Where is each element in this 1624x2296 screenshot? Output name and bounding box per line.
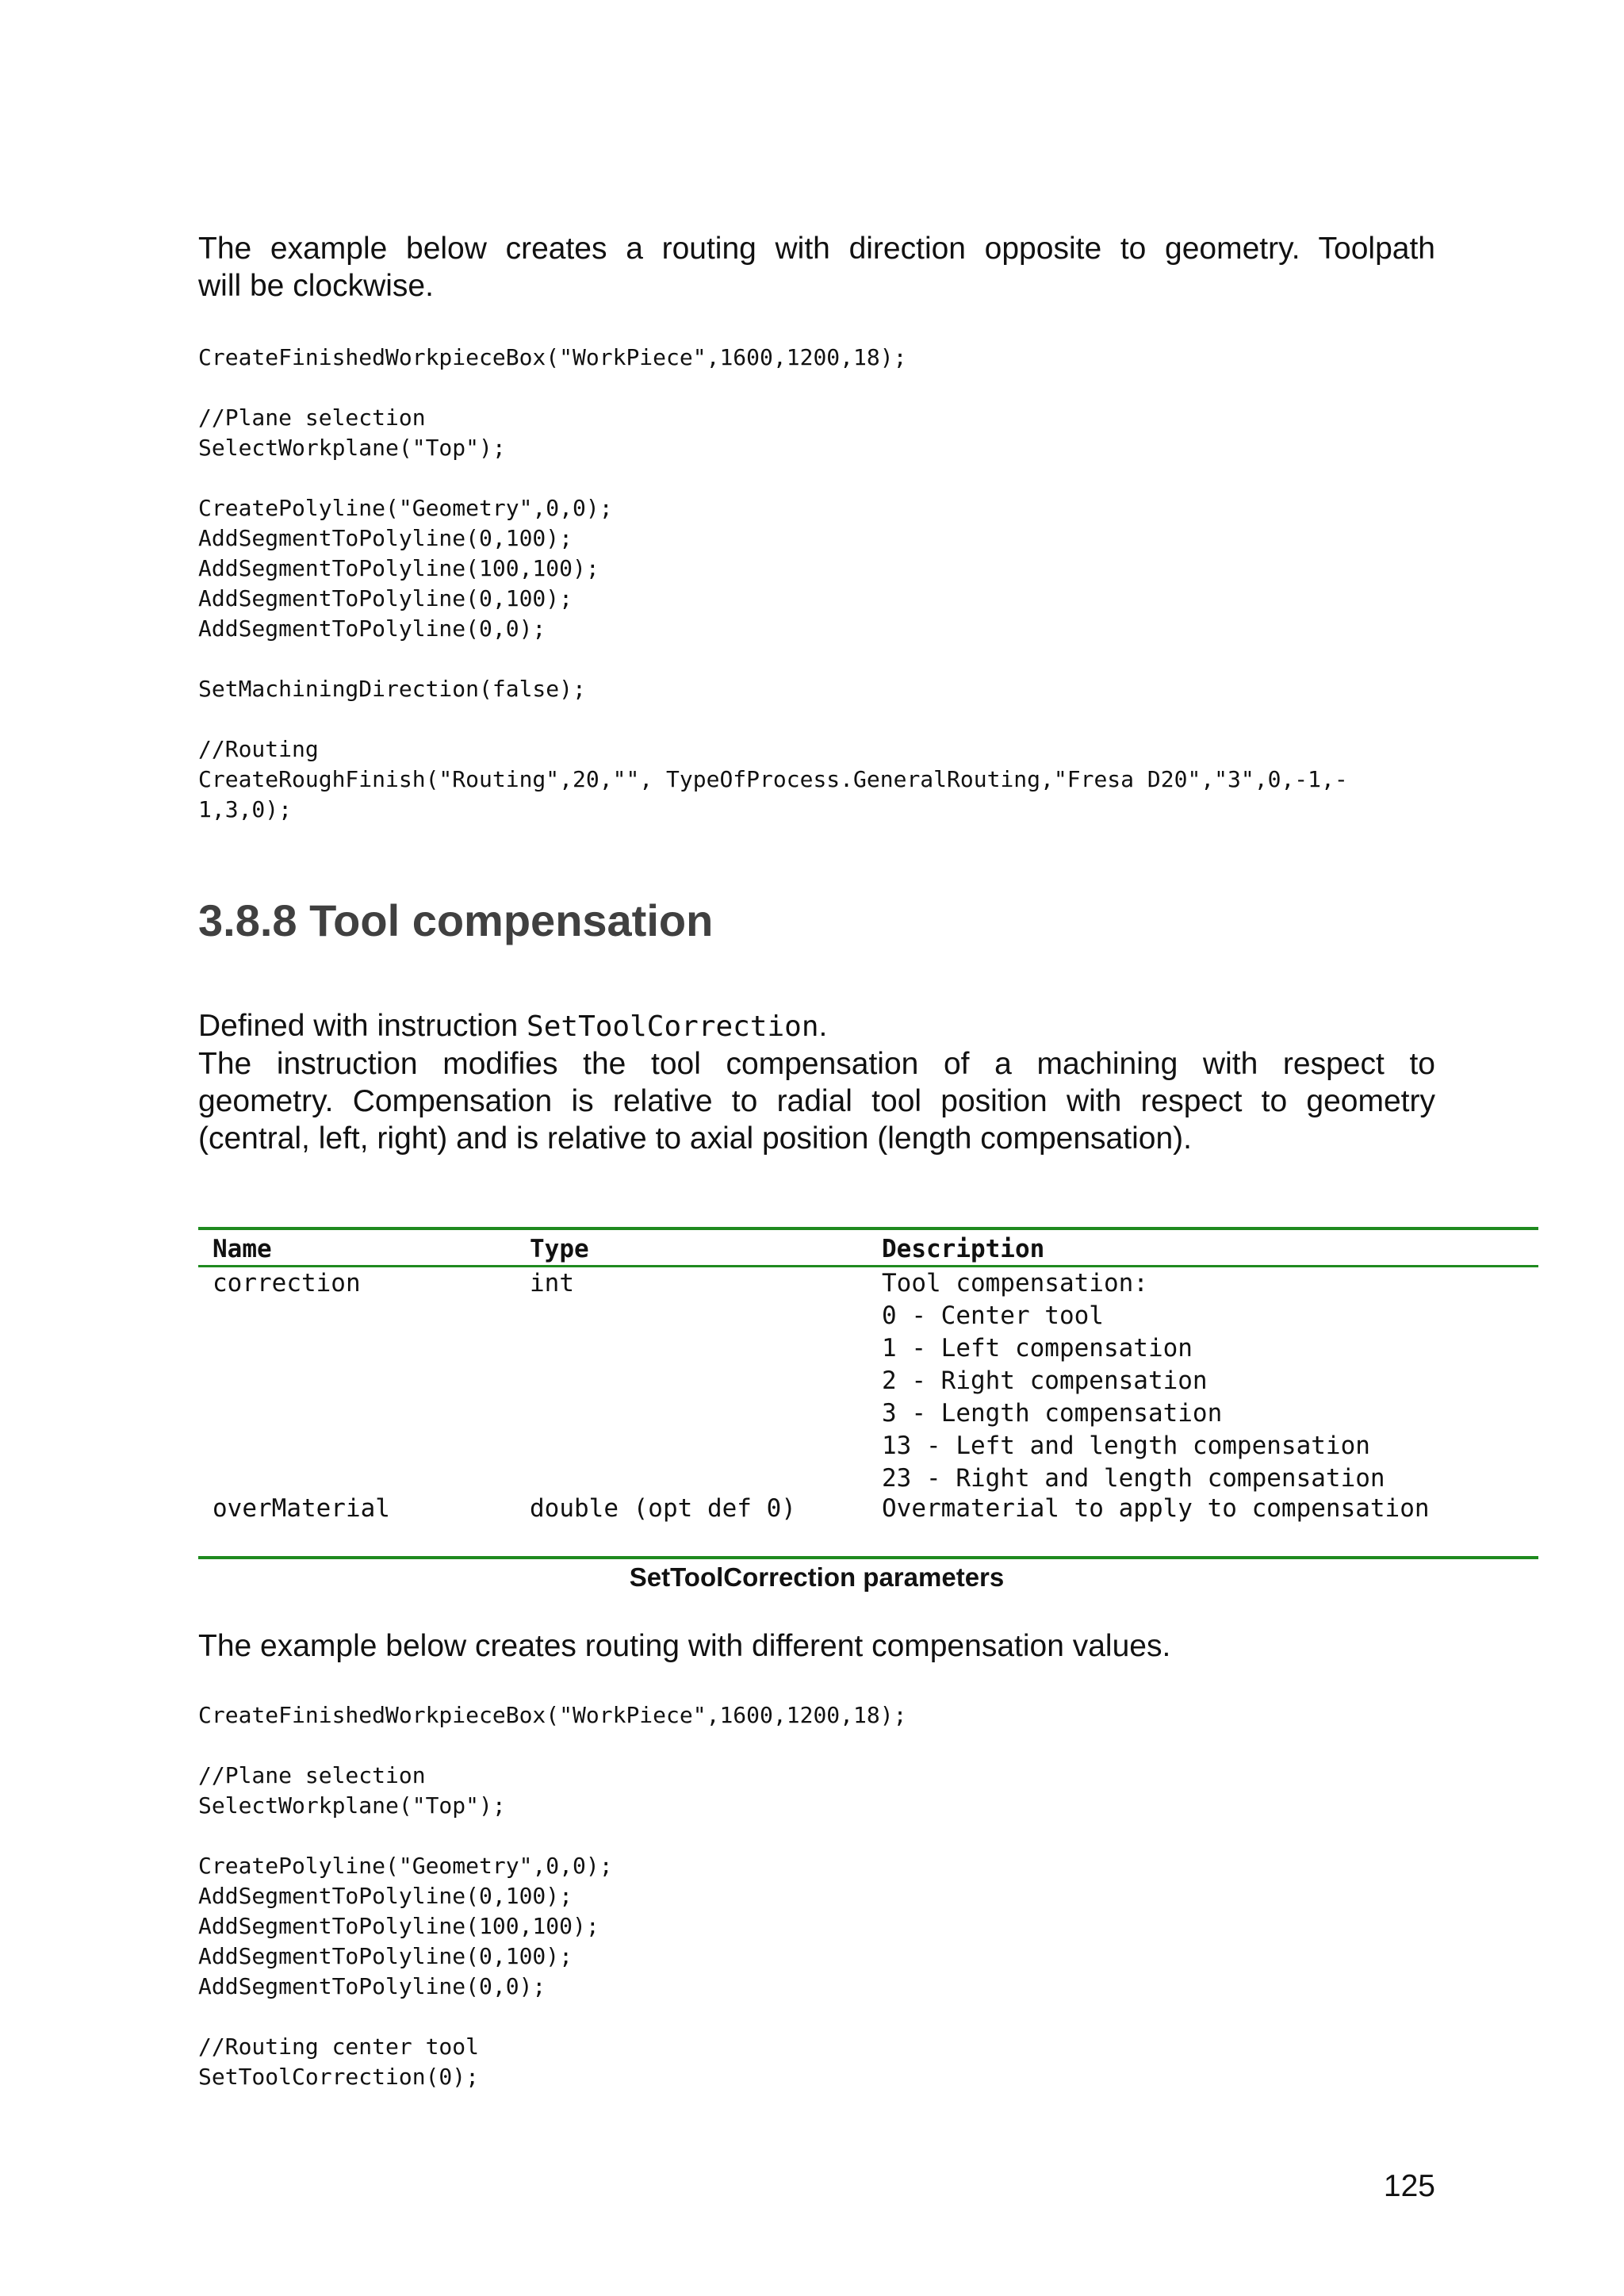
code-blank-line — [198, 644, 1435, 674]
description-line: 23 - Right and length compensation — [882, 1464, 1385, 1493]
section-heading-block — [198, 895, 1435, 946]
intro-line-1: The example below creates a routing with direction opposite to geometry. Toolpath — [198, 232, 1435, 266]
code-line: AddSegmentToPolyline(0,100); — [198, 525, 573, 551]
code-line: SelectWorkplane("Top"); — [198, 435, 506, 461]
code-line: CreatePolyline("Geometry",0,0); — [198, 495, 613, 521]
code-line: SelectWorkplane("Top"); — [198, 1792, 506, 1819]
code-line: CreatePolyline("Geometry",0,0); — [198, 1853, 613, 1879]
code-line: CreateFinishedWorkpieceBox("WorkPiece",1600,1200,18); — [198, 344, 907, 370]
code-blank-line — [198, 463, 1435, 493]
code-blank-line — [198, 373, 1435, 403]
table-bottom-rule — [198, 1556, 1538, 1559]
example-2-text: The example below creates routing with different compensation values. — [198, 1629, 1171, 1663]
code-line: SetMachiningDirection(false); — [198, 676, 586, 702]
code-listing — [198, 1700, 1435, 2092]
code-line: //Plane selection — [198, 1762, 426, 1788]
code-line: 1,3,0); — [198, 796, 293, 822]
row-1-name: correction — [213, 1269, 361, 1297]
code-line: SetToolCorrection(0); — [198, 2064, 480, 2090]
section-heading: 3.8.8 Tool compensation — [198, 895, 714, 945]
code-line: CreateRoughFinish("Routing",20,"", TypeOfProcess.GeneralRouting,"Fresa D20","3",0,-1,- — [198, 766, 1348, 792]
desc-line-1: The instruction modifies the tool compensation of a machining with respect to — [198, 1047, 1435, 1081]
row-1-type: int — [530, 1269, 574, 1297]
code-line: //Routing — [198, 736, 319, 762]
row-2-description: Overmaterial to apply to compensation — [882, 1494, 1430, 1523]
code-blank-line — [198, 1821, 1435, 1851]
row-2-name: overMaterial — [213, 1494, 390, 1523]
section-description — [198, 1007, 1435, 1157]
code-blank-line — [198, 704, 1435, 734]
code-line: CreateFinishedWorkpieceBox("WorkPiece",1600,1200,18); — [198, 1702, 907, 1728]
code-line: //Routing center tool — [198, 2033, 480, 2060]
desc-line-2: geometry. Compensation is relative to radial tool position with respect to geometry — [198, 1084, 1435, 1118]
example-2-intro — [198, 1627, 1435, 1665]
code-line: AddSegmentToPolyline(100,100); — [198, 1913, 599, 1939]
instruction-name: SetToolCorrection — [527, 1010, 819, 1043]
code-block-1 — [198, 343, 1435, 825]
page-number: 125 — [1383, 2169, 1435, 2203]
header-name: Name — [213, 1235, 272, 1263]
table-caption: SetToolCorrection parameters — [629, 1562, 1005, 1592]
defined-with-line — [198, 1007, 1435, 1045]
description-line: 3 - Length compensation — [882, 1399, 1223, 1428]
intro-paragraph — [198, 230, 1435, 305]
defined-suffix: . — [818, 1009, 828, 1043]
code-line: AddSegmentToPolyline(0,100); — [198, 585, 573, 611]
code-line: AddSegmentToPolyline(0,0); — [198, 1973, 546, 1999]
header-type: Type — [530, 1235, 589, 1263]
row-2-type: double (opt def 0) — [530, 1494, 796, 1523]
description-line: 1 - Left compensation — [882, 1334, 1193, 1363]
code-line: AddSegmentToPolyline(100,100); — [198, 555, 599, 581]
description-line: 13 - Left and length compensation — [882, 1432, 1370, 1460]
desc-line-3: (central, left, right) and is relative to axial position (length compensation). — [198, 1121, 1192, 1156]
code-line: AddSegmentToPolyline(0,100); — [198, 1943, 573, 1969]
description-line: 2 - Right compensation — [882, 1366, 1208, 1395]
code-line: AddSegmentToPolyline(0,100); — [198, 1883, 573, 1909]
defined-prefix: Defined with instruction — [198, 1009, 527, 1043]
header-description: Description — [882, 1235, 1045, 1263]
code-listing — [198, 343, 1435, 825]
code-block-2 — [198, 1700, 1435, 2092]
code-blank-line — [198, 2002, 1435, 2032]
intro-line-2: will be clockwise. — [198, 269, 434, 303]
code-line: //Plane selection — [198, 404, 426, 431]
row-1-description — [882, 1267, 1385, 1495]
code-blank-line — [198, 1731, 1435, 1761]
table-top-rule — [198, 1227, 1538, 1230]
description-line: Tool compensation: — [882, 1269, 1148, 1297]
description-line: 0 - Center tool — [882, 1301, 1104, 1330]
code-line: AddSegmentToPolyline(0,0); — [198, 615, 546, 642]
